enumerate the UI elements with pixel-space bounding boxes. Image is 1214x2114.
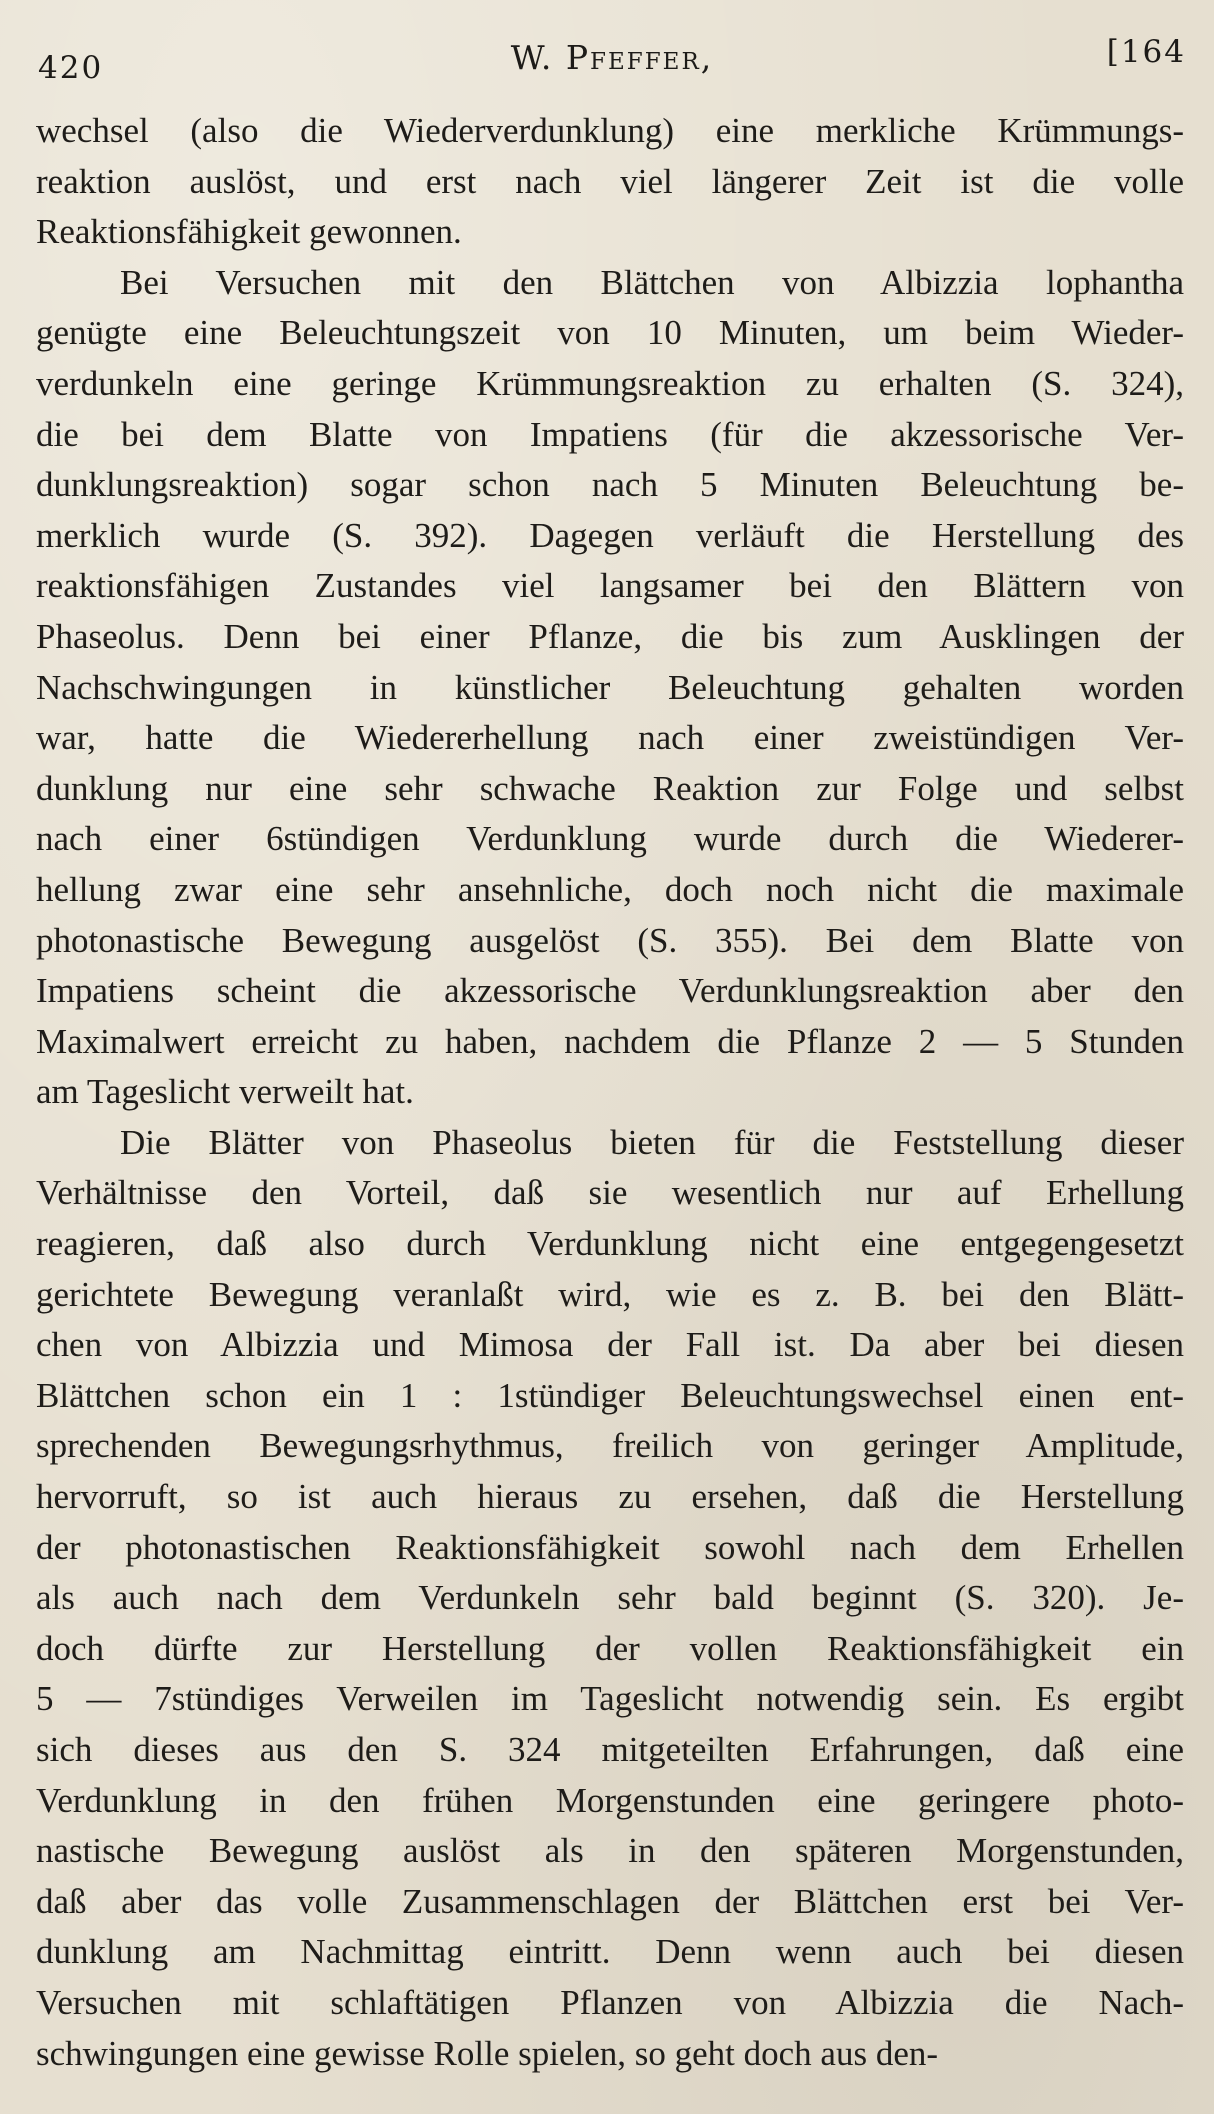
text-line: Nachschwingungen in künstlicher Beleuchtung gehalten worden: [36, 667, 1184, 707]
text-line: 5 — 7stündiges Verweilen im Tageslicht notwendig sein. Es ergibt: [36, 1679, 1184, 1719]
text-line: Blättchen schon ein 1 : 1stündiger Beleuchtungswechsel einen ent-: [36, 1375, 1184, 1415]
text-line: Impatiens scheint die akzessorische Verdunklungsreaktion aber den: [36, 971, 1184, 1011]
body-text: [36, 106, 1184, 2079]
text-line: Maximalwert erreicht zu haben, nachdem die Pflanze 2 — 5 Stunden: [36, 1021, 1184, 1061]
paragraph: [36, 106, 1184, 258]
text-line: chen von Albizzia und Mimosa der Fall ist. Da aber bei diesen: [36, 1325, 1184, 1365]
text-line: doch dürfte zur Herstellung der vollen Reaktionsfähigkeit ein: [36, 1628, 1184, 1668]
text-line: Phaseolus. Denn bei einer Pflanze, die bis zum Ausklingen der: [36, 616, 1184, 656]
text-line: nastische Bewegung auslöst als in den späteren Morgenstunden,: [36, 1831, 1184, 1871]
text-line: merklich wurde (S. 392). Dagegen verläuft die Herstellung des: [36, 515, 1184, 555]
paragraph: [36, 258, 1184, 1118]
text-line: Verdunklung in den frühen Morgenstunden eine geringere photo-: [36, 1780, 1184, 1820]
text-line: dunklung nur eine sehr schwache Reaktion zur Folge und selbst: [36, 768, 1184, 808]
text-line: gerichtete Bewegung veranlaßt wird, wie es z. B. bei den Blätt-: [36, 1274, 1184, 1314]
text-line: hellung zwar eine sehr ansehnliche, doch noch nicht die maximale: [36, 869, 1184, 909]
text-line: sprechenden Bewegungsrhythmus, freilich von geringer Amplitude,: [36, 1426, 1184, 1466]
text-line: nach einer 6stündigen Verdunklung wurde durch die Wiederer-: [36, 819, 1184, 859]
text-line: hervorruft, so ist auch hieraus zu ersehen, daß die Herstellung: [36, 1477, 1184, 1517]
text-line: genügte eine Beleuchtungszeit von 10 Minuten, um beim Wieder-: [36, 313, 1184, 353]
text-line: der photonastischen Reaktionsfähigkeit sowohl nach dem Erhellen: [36, 1527, 1184, 1567]
text-line: wechsel (also die Wiederverdunklung) eine merkliche Krümmungs-: [36, 111, 1184, 150]
text-line: verdunkeln eine geringe Krümmungsreaktion zu erhalten (S. 324),: [36, 363, 1184, 403]
paragraph: [36, 1118, 1184, 2079]
text-line: Verhältnisse den Vorteil, daß sie wesentlich nur auf Erhellung: [36, 1173, 1184, 1213]
original-page-marker: [164: [1106, 34, 1186, 70]
page-number: 420: [38, 50, 104, 86]
text-line: die bei dem Blatte von Impatiens (für die akzessorische Ver-: [36, 414, 1184, 454]
text-line: reaktionsfähigen Zustandes viel langsamer bei den Blättern von: [36, 566, 1184, 606]
text-line: Die Blätter von Phaseolus bieten für die Feststellung dieser: [120, 1122, 1184, 1162]
text-line: Versuchen mit schlaftätigen Pflanzen von Albizzia die Nach-: [36, 1982, 1184, 2022]
text-line: als auch nach dem Verdunkeln sehr bald beginnt (S. 320). Je-: [36, 1578, 1184, 1618]
text-line: dunklungsreaktion) sogar schon nach 5 Minuten Beleuchtung be-: [36, 465, 1184, 505]
text-line: Bei Versuchen mit den Blättchen von Albizzia lophantha: [120, 262, 1184, 302]
text-line: daß aber das volle Zusammenschlagen der Blättchen erst bei Ver-: [36, 1881, 1184, 1921]
running-title: W. Pfeffer,: [510, 38, 714, 77]
text-line: reaktion auslöst, und erst nach viel längerer Zeit ist die volle: [36, 161, 1184, 201]
text-line: dunklung am Nachmittag eintritt. Denn wenn auch bei diesen: [36, 1932, 1184, 1972]
text-line: reagieren, daß also durch Verdunklung nicht eine entgegengesetzt: [36, 1224, 1184, 1264]
text-line: schwingungen eine gewisse Rolle spielen, so geht doch aus den-: [36, 2033, 939, 2073]
text-line: sich dieses aus den S. 324 mitgeteilten Erfahrungen, daß eine: [36, 1730, 1184, 1769]
running-head: [38, 34, 1186, 94]
text-line: am Tageslicht verweilt hat.: [36, 1072, 414, 1112]
text-line: war, hatte die Wiedererhellung nach einer zweistündigen Ver-: [36, 718, 1184, 758]
text-line: Reaktionsfähigkeit gewonnen.: [36, 212, 462, 252]
text-line: photonastische Bewegung ausgelöst (S. 355). Bei dem Blatte von: [36, 920, 1184, 960]
